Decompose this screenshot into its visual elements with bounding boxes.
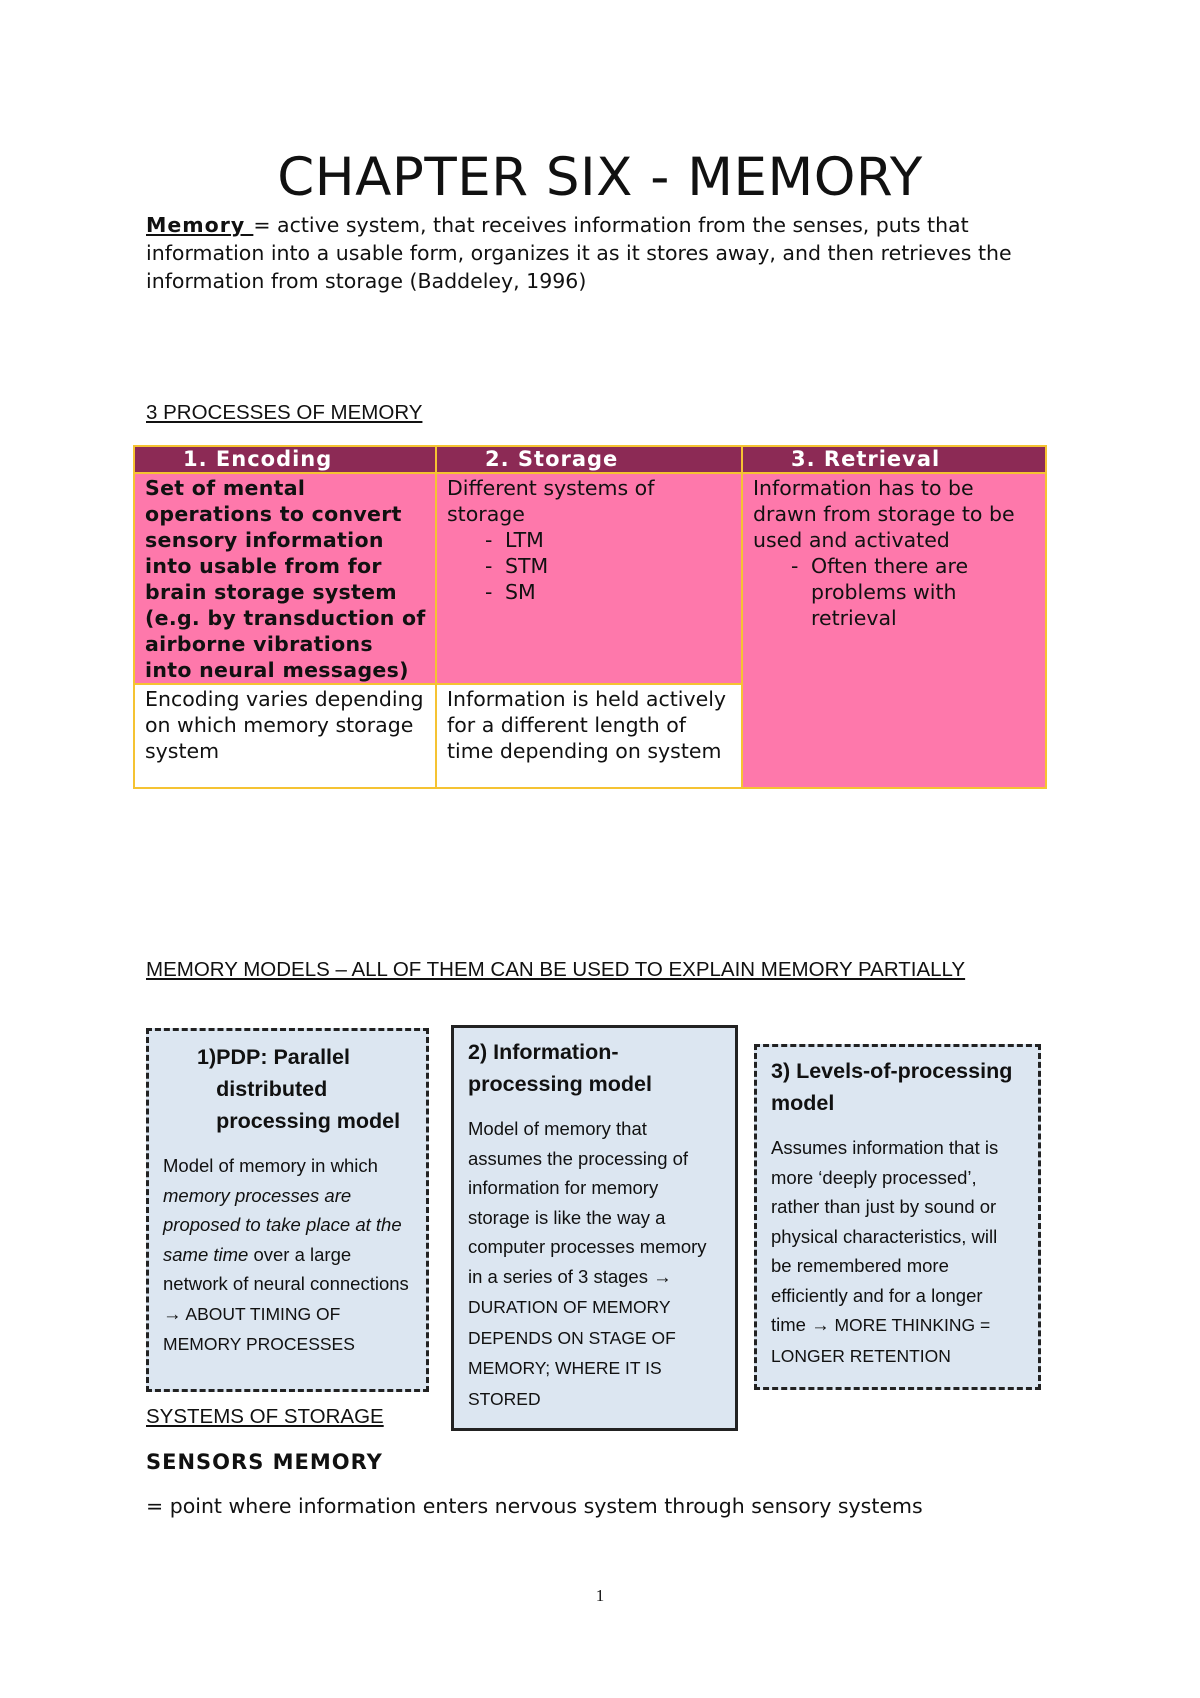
- header-retrieval: 3. Retrieval: [742, 446, 1046, 473]
- page-number: 1: [595, 1586, 605, 1605]
- encoding-description: Set of mental operations to convert sensory information into usable from for brain storage system (e.g. by transduction of airborne vibrations into neural messages): [134, 473, 436, 684]
- encoding-note: Encoding varies depending on which memory storage system: [134, 684, 436, 788]
- storage-note: Information is held actively for a different length of time depending on system: [436, 684, 742, 788]
- levels-of-processing-box: [754, 1044, 1041, 1390]
- retrieval-list: [753, 553, 1037, 631]
- list-item: - SM: [447, 579, 733, 605]
- levels-of-processing-text: Assumes information that is more ‘deeply processed’, rather than just by sound or physical characteristics, will be remembered more efficiently and for a longer time → MORE THINKING = LONGER RETENTION: [771, 1137, 999, 1366]
- processes-table: [133, 445, 1047, 789]
- pdp-number: 1): [197, 1045, 217, 1069]
- information-processing-text: Model of memory that assumes the processing of information for memory storage is like the way a computer processes memory in a series of 3 stages → DURATION OF MEMORY DEPENDS ON STAGE OF MEMORY; WHERE IT IS STORED: [468, 1118, 707, 1409]
- arrow-icon: →: [163, 1302, 182, 1324]
- storage-heading: SYSTEMS OF STORAGE: [146, 1405, 384, 1428]
- arrow-icon: →: [653, 1265, 672, 1287]
- memory-definition: [146, 211, 1056, 295]
- sensors-memory-heading: SENSORS MEMORY: [146, 1450, 383, 1474]
- pdp-model-box: [146, 1028, 429, 1392]
- levels-of-processing-title: 3) Levels-of-processing model: [771, 1059, 1013, 1115]
- information-processing-box: [451, 1025, 738, 1431]
- information-processing-title: 2) Information-processing model: [468, 1040, 652, 1096]
- retrieval-main-text: Information has to be drawn from storage to be used and activated: [753, 476, 1015, 552]
- pdp-model-text: Model of memory in which memory processes are proposed to take place at the same time over a large network of neural connections → ABOUT TIMING OF MEMORY PROCESSES: [163, 1155, 409, 1354]
- list-item: - Often there are problems with retrieval: [753, 553, 1037, 631]
- storage-main-text: Different systems of storage: [447, 476, 655, 526]
- arrow-icon: →: [811, 1314, 830, 1335]
- definition-term: Memory: [146, 213, 254, 237]
- pdp-model-title: [163, 1041, 410, 1137]
- list-item: - LTM: [447, 527, 733, 553]
- sensors-memory-definition: = point where information enters nervous system through sensory systems: [146, 1494, 923, 1518]
- processes-heading: 3 PROCESSES OF MEMORY: [146, 401, 423, 424]
- models-heading: MEMORY MODELS – ALL OF THEM CAN BE USED TO EXPLAIN MEMORY PARTIALLY: [146, 958, 966, 981]
- header-storage: 2. Storage: [436, 446, 742, 473]
- pdp-title-text: PDP: Parallel distributed processing model: [216, 1045, 401, 1133]
- storage-description: [436, 473, 742, 684]
- definition-text: = active system, that receives information from the senses, puts that information into a usable form, organizes it as it stores away, and then retrieves the information from storage (Baddeley, 1996): [146, 213, 1012, 293]
- storage-list: [447, 527, 733, 605]
- page-title: CHAPTER SIX - MEMORY: [277, 147, 923, 208]
- retrieval-description: [742, 473, 1046, 788]
- header-encoding: 1. Encoding: [134, 446, 436, 473]
- list-item: - STM: [447, 553, 733, 579]
